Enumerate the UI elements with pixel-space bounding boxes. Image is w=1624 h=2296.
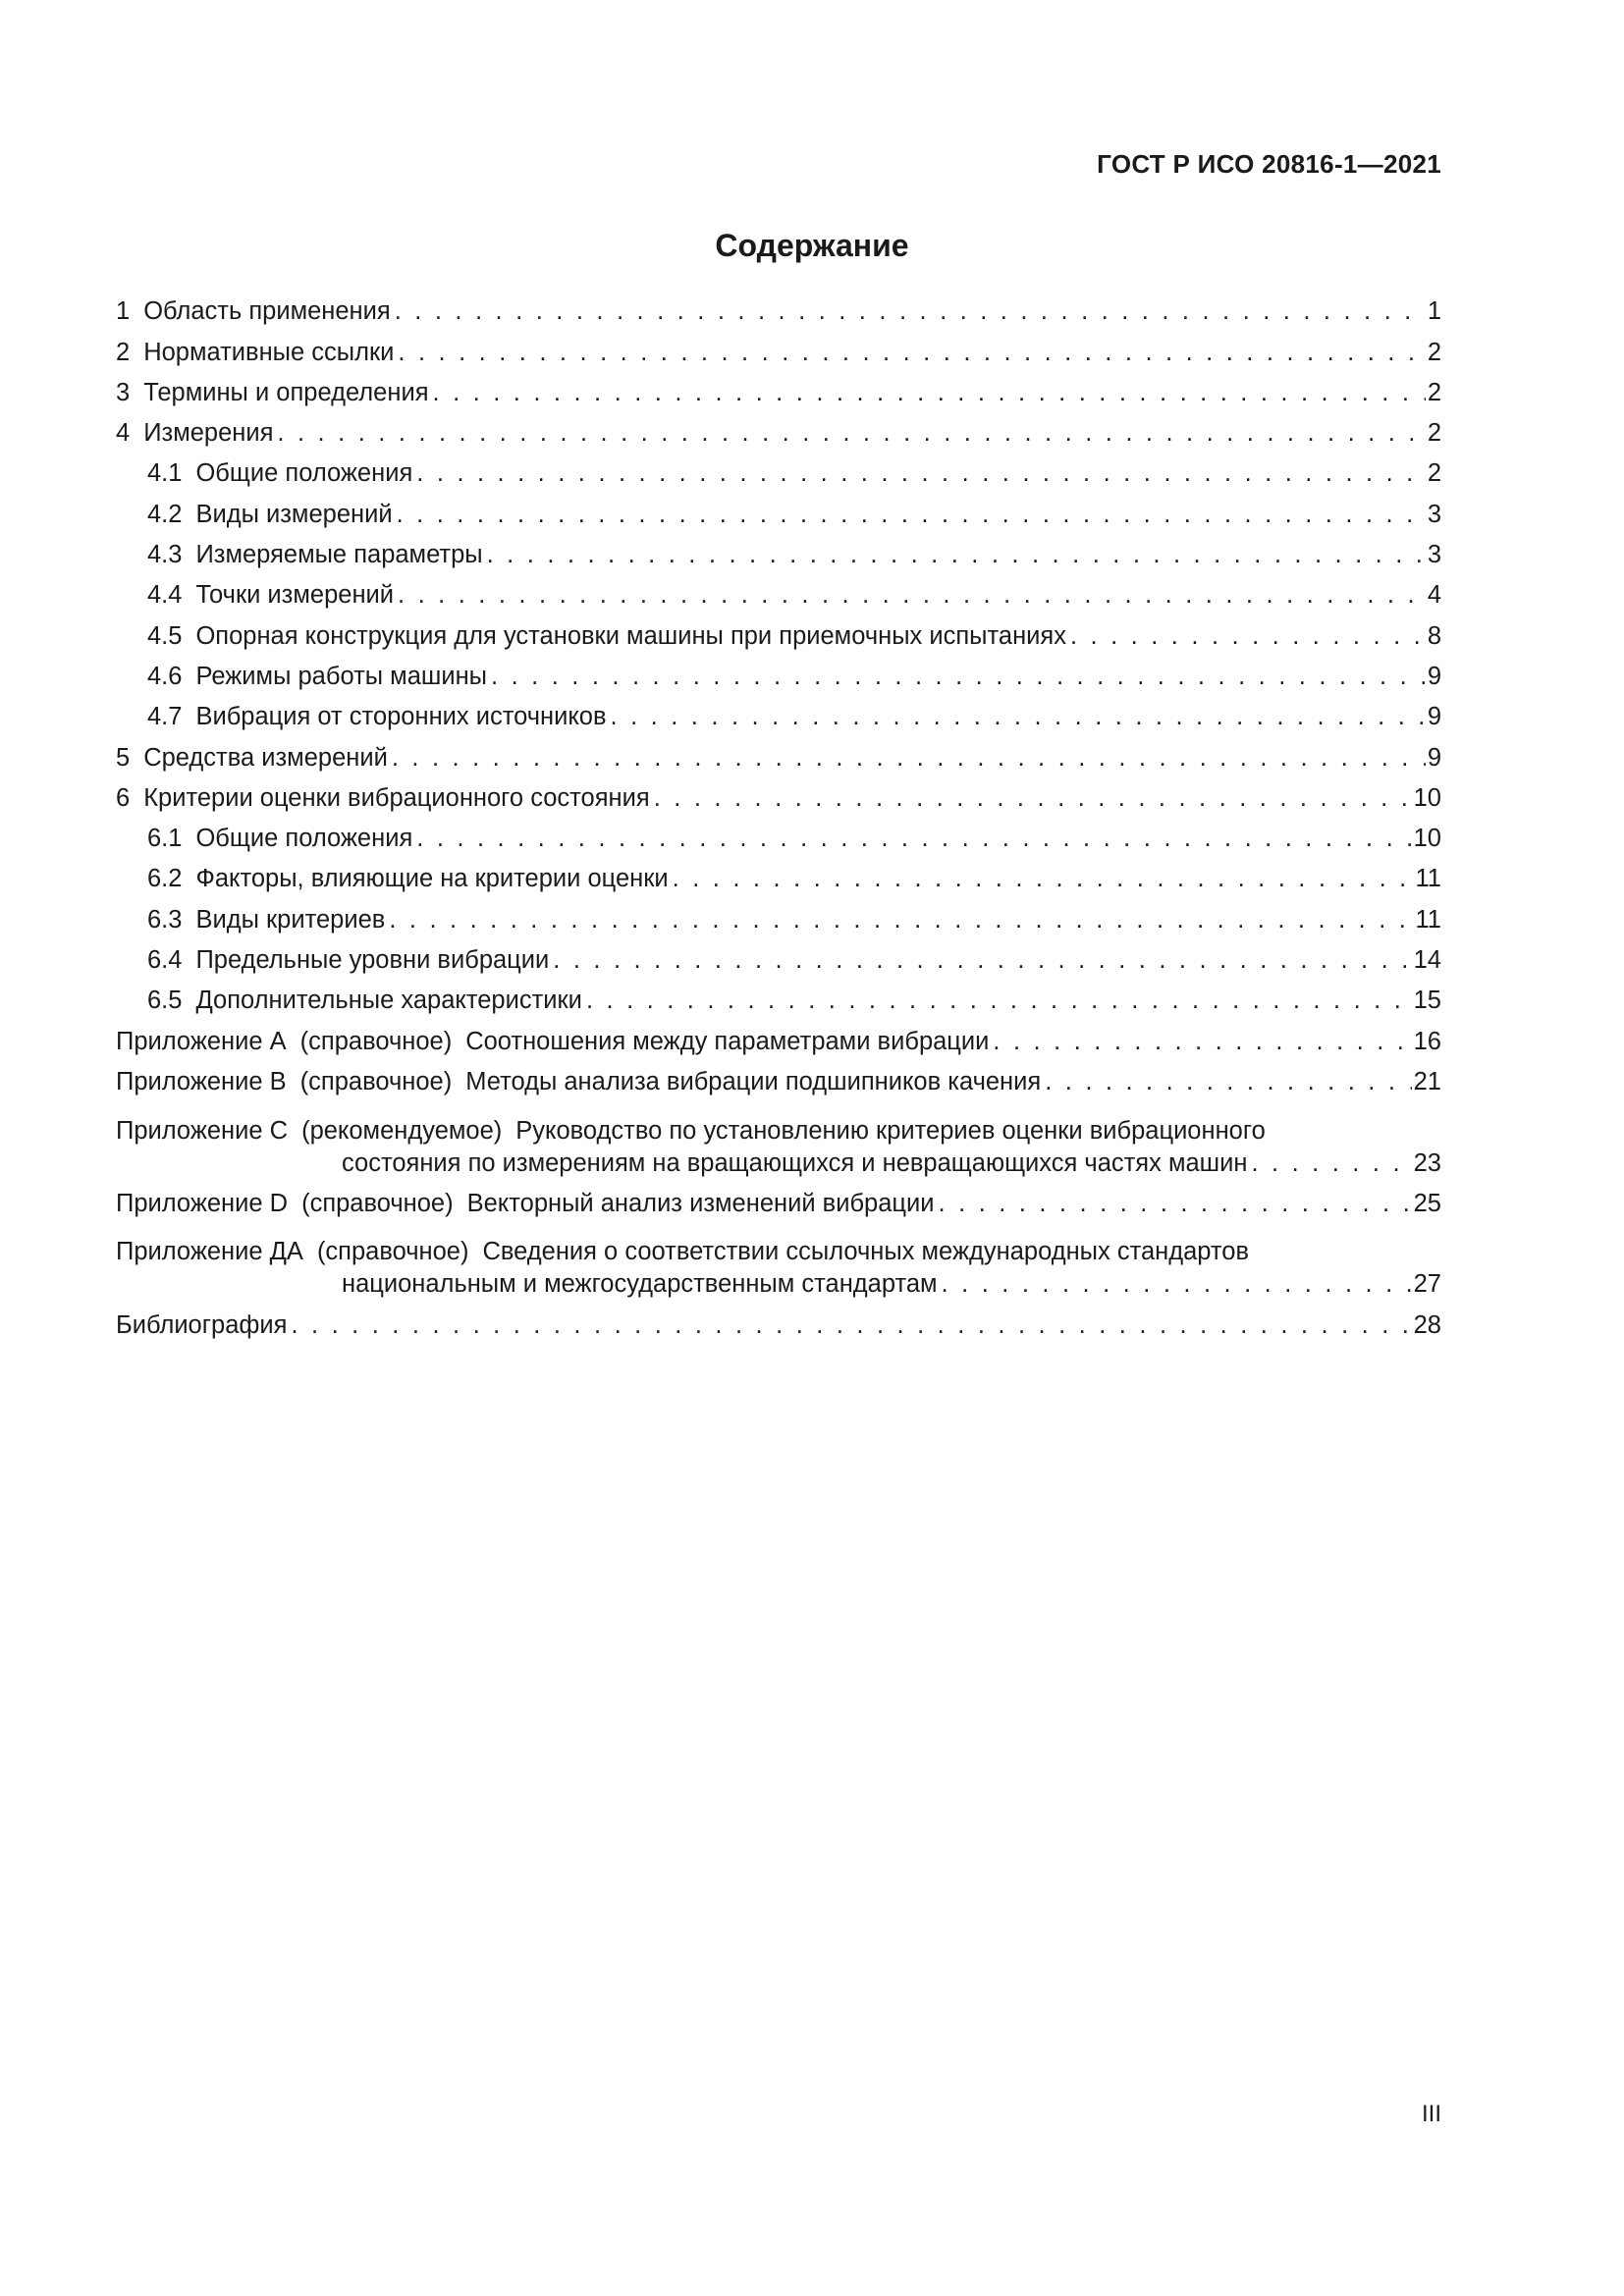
toc-entry-2[interactable]	[116, 327, 1441, 367]
dot-leader	[416, 823, 1411, 854]
toc-entry-label: Опорная конструкция для установки машины при приемочных испытаниях	[195, 621, 1066, 650]
dot-leader	[395, 295, 1426, 327]
toc-entry-4-5[interactable]	[116, 611, 1441, 651]
toc-entry-4-1[interactable]	[116, 449, 1441, 489]
toc-entry-page: 3	[1427, 500, 1441, 528]
toc-entry-page: 9	[1427, 703, 1441, 731]
dot-leader	[1070, 620, 1426, 652]
toc-entry-5[interactable]	[116, 732, 1441, 773]
toc-entry-label: Дополнительные характеристики	[195, 987, 582, 1015]
toc-entry-number: 6.1	[147, 825, 183, 853]
toc-entry-6-4[interactable]	[116, 935, 1441, 976]
dot-leader	[398, 579, 1426, 611]
toc-entry-number: 4.1	[147, 459, 183, 488]
toc-entry-1[interactable]	[116, 287, 1441, 327]
toc-entry-6[interactable]	[116, 774, 1441, 814]
toc-entry-page: 23	[1413, 1148, 1441, 1177]
toc-entry-page: 11	[1415, 865, 1441, 893]
toc-entry-page: 16	[1413, 1027, 1441, 1055]
dot-leader	[487, 539, 1426, 570]
toc-entry-label: Термины и определения	[143, 378, 429, 406]
toc-entry-label: Критерии оценки вибрационного состояния	[143, 783, 650, 812]
toc-entry-number: 6.2	[147, 865, 183, 893]
annex-status: (справочное)	[301, 1189, 454, 1217]
dot-leader	[553, 944, 1411, 976]
toc-entry-label: Измеряемые параметры	[195, 541, 483, 569]
dot-leader	[277, 417, 1425, 449]
dot-leader	[1251, 1148, 1411, 1179]
toc-entry-number: 1	[116, 297, 131, 326]
toc-entry-number: 4.4	[147, 581, 183, 610]
toc-entry-label-continued: национальным и межгосударственным стандартам	[342, 1270, 938, 1299]
dot-leader	[491, 661, 1426, 692]
dot-leader	[398, 337, 1425, 368]
toc-entry-page: 11	[1415, 905, 1441, 934]
annex-status: (справочное)	[299, 1027, 453, 1055]
toc-entry-label: Методы анализа вибрации подшипников качения	[465, 1067, 1042, 1095]
annex-status: (справочное)	[316, 1238, 469, 1266]
toc-entry-number: 4.5	[147, 621, 183, 650]
toc-entry-4-7[interactable]	[116, 692, 1441, 732]
toc-entry-4-2[interactable]	[116, 489, 1441, 529]
annex-prefix: Приложение В	[116, 1067, 287, 1095]
toc-entry-number: 2	[116, 338, 131, 366]
toc-entry-page: 9	[1427, 662, 1441, 690]
toc-entry-page: 10	[1413, 825, 1441, 853]
toc-entry-number: 6	[116, 783, 131, 812]
toc-entry-label: Область применения	[143, 297, 391, 326]
toc-entry-label: Измерения	[143, 419, 274, 448]
toc-entry-label: Библиография	[116, 1310, 288, 1339]
toc-entry-4[interactable]	[116, 408, 1441, 449]
toc-entry-page: 4	[1427, 581, 1441, 610]
toc-entry-4-4[interactable]	[116, 570, 1441, 611]
toc-entry-label: Точки измерений	[195, 581, 395, 610]
toc-entry-page: 2	[1427, 419, 1441, 448]
toc-entry-label: Предельные уровни вибрации	[195, 946, 550, 975]
dot-leader	[291, 1309, 1411, 1341]
toc-annex-da[interactable]	[116, 1219, 1441, 1301]
toc-entry-number: 6.3	[147, 905, 183, 934]
dot-leader	[611, 701, 1426, 732]
document-code: ГОСТ Р ИСО 20816-1—2021	[1097, 149, 1441, 179]
toc-entry-label: Факторы, влияющие на критерии оценки	[195, 865, 669, 893]
dot-leader	[397, 499, 1426, 530]
table-of-contents	[116, 287, 1441, 1341]
toc-annex-c[interactable]	[116, 1097, 1441, 1179]
annex-prefix: Приложение D	[116, 1189, 289, 1217]
toc-entry-page: 14	[1413, 946, 1441, 975]
toc-entry-label: Виды критериев	[195, 905, 386, 934]
annex-status: (справочное)	[299, 1067, 453, 1095]
dot-leader	[942, 1268, 1412, 1300]
toc-entry-6-5[interactable]	[116, 976, 1441, 1016]
toc-entry-page: 21	[1413, 1067, 1441, 1095]
dot-leader	[939, 1188, 1412, 1219]
toc-entry-page: 28	[1413, 1310, 1441, 1339]
dot-leader	[389, 904, 1413, 935]
toc-entry-6-3[interactable]	[116, 894, 1441, 934]
toc-entry-label: Средства измерений	[143, 743, 388, 772]
annex-prefix: Приложение А	[116, 1027, 287, 1055]
toc-entry-label: Нормативные ссылки	[143, 338, 395, 366]
toc-entry-label: Сведения о соответствии ссылочных международных стандартов	[482, 1238, 1250, 1266]
toc-entry-number: 6.5	[147, 987, 183, 1015]
toc-entry-number: 4.7	[147, 703, 183, 731]
toc-entry-page: 2	[1427, 459, 1441, 488]
toc-entry-page: 27	[1413, 1270, 1441, 1299]
toc-entry-number: 6.4	[147, 946, 183, 975]
toc-entry-page: 3	[1427, 541, 1441, 569]
annex-prefix: Приложение ДА	[116, 1238, 303, 1266]
toc-entry-6-1[interactable]	[116, 814, 1441, 854]
toc-title: Содержание	[715, 228, 909, 263]
toc-entry-page: 8	[1427, 621, 1441, 650]
toc-entry-number: 4	[116, 419, 131, 448]
toc-entry-6-2[interactable]	[116, 854, 1441, 894]
toc-entry-4-3[interactable]	[116, 530, 1441, 570]
toc-entry-label: Виды измерений	[195, 500, 393, 528]
toc-entry-3[interactable]	[116, 368, 1441, 408]
dot-leader	[993, 1026, 1411, 1057]
dot-leader	[586, 985, 1412, 1016]
dot-leader	[392, 742, 1426, 774]
toc-entry-number: 5	[116, 743, 131, 772]
toc-annex-b[interactable]	[116, 1057, 1441, 1097]
dot-leader	[1045, 1066, 1411, 1097]
annex-prefix: Приложение С	[116, 1116, 289, 1145]
toc-entry-page: 15	[1413, 987, 1441, 1015]
toc-entry-number: 4.3	[147, 541, 183, 569]
toc-bibliography[interactable]	[116, 1300, 1441, 1340]
toc-annex-d[interactable]	[116, 1179, 1441, 1219]
toc-entry-label: Руководство по установлению критериев оценки вибрационного	[515, 1116, 1266, 1145]
annex-status: (рекомендуемое)	[301, 1116, 503, 1145]
toc-entry-label: Вибрация от сторонних источников	[195, 703, 607, 731]
toc-entry-label: Общие положения	[195, 459, 413, 488]
toc-annex-a[interactable]	[116, 1016, 1441, 1056]
dot-leader	[416, 457, 1426, 489]
toc-entry-4-6[interactable]	[116, 652, 1441, 692]
toc-entry-page: 2	[1427, 378, 1441, 406]
toc-entry-label: Режимы работы машины	[195, 662, 487, 690]
toc-entry-label-continued: состояния по измерениям на вращающихся и невращающихся частях машин	[342, 1148, 1248, 1177]
toc-entry-number: 4.6	[147, 662, 183, 690]
toc-entry-label: Общие положения	[195, 825, 413, 853]
toc-entry-label: Векторный анализ изменений вибрации	[466, 1189, 935, 1217]
page-number: III	[1421, 2101, 1441, 2127]
toc-entry-number: 3	[116, 378, 131, 406]
toc-entry-page: 2	[1427, 338, 1441, 366]
toc-entry-page: 1	[1427, 297, 1441, 326]
toc-entry-page: 25	[1413, 1189, 1441, 1217]
dot-leader	[433, 377, 1426, 408]
toc-entry-number: 4.2	[147, 500, 183, 528]
toc-entry-page: 9	[1427, 743, 1441, 772]
toc-entry-page: 10	[1413, 783, 1441, 812]
dot-leader	[673, 863, 1414, 894]
dot-leader	[654, 782, 1412, 814]
toc-entry-label: Соотношения между параметрами вибрации	[465, 1027, 990, 1055]
